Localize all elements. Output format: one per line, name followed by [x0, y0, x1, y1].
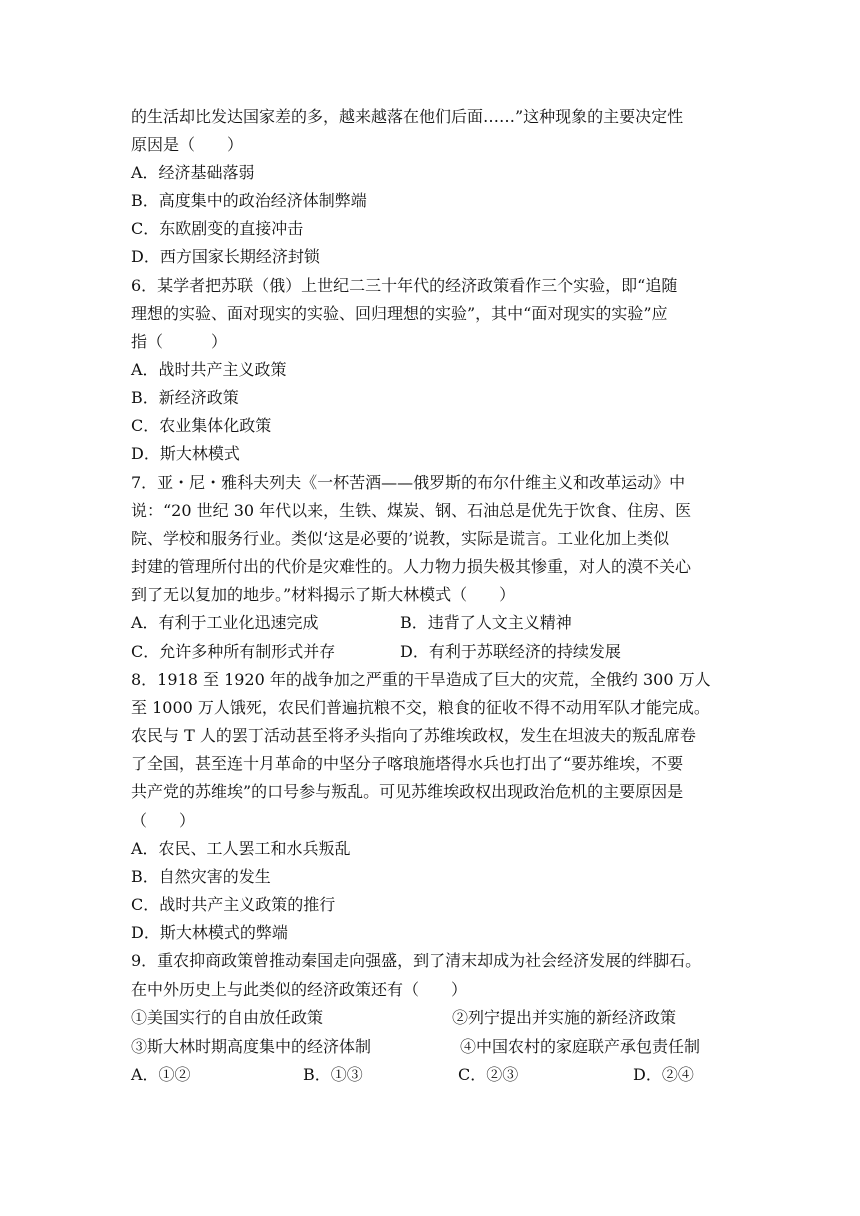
q7-option-b: B．违背了人文主义精神: [400, 613, 572, 632]
q9-stem-line-2: 在中外历史上与此类似的经济政策还有（ ）: [131, 980, 468, 999]
q5-option-b: B．高度集中的政治经济体制弊端: [131, 191, 367, 210]
q6-option-d: D．斯大林模式: [131, 444, 240, 463]
q8-stem-line-2: 至 1000 万人饿死，农民们普遍抗粮不交，粮食的征收不得不动用军队才能完成。: [131, 698, 710, 717]
q8-stem-line-5: 共产党的苏维埃”的口号参与叛乱。可见苏维埃政权出现政治危机的主要原因是: [131, 782, 684, 801]
q7-stem-line-4: 封建的管理所付出的代价是灾难性的。人力物力损失极其惨重，对人的漠不关心: [131, 557, 692, 576]
q9-stem-line-1: 9．重农抑商政策曾推动秦国走向强盛，到了清末却成为社会经济发展的绊脚石。: [131, 951, 702, 970]
q5-stem-line-2: 原因是（ ）: [131, 135, 244, 154]
q8-stem-line-3: 农民与 T 人的罢丁活动甚至将矛头指向了苏维埃政权，发生在坦波夫的叛乱席卷: [131, 726, 696, 745]
q5-stem-line-1: 的生活却比发达国家差的多，越来越落在他们后面……”这种现象的主要决定性: [131, 107, 684, 126]
q9-option-b: B．①③: [303, 1065, 363, 1084]
q8-stem-line-6: （ ）: [131, 811, 196, 830]
q6-stem-line-3: 指（ ）: [131, 332, 228, 351]
q9-item-2: ②列宁提出并实施的新经济政策: [452, 1008, 677, 1027]
q8-option-d: D．斯大林模式的弊端: [131, 923, 288, 942]
q7-option-c: C．允许多种所有制形式并存: [131, 642, 336, 661]
q7-stem-line-3: 院、学校和服务行业。类似‘这是必要的’说教，实际是谎言。工业化加上类似: [131, 529, 670, 548]
q6-option-c: C．农业集体化政策: [131, 416, 272, 435]
q7-stem-line-5: 到了无以复加的地步。”材料揭示了斯大林模式（ ）: [131, 585, 516, 604]
q9-option-c: C．②③: [458, 1065, 519, 1084]
q7-stem-line-2: 说：“20 世纪 30 年代以来，生铁、煤炭、钢、石油总是优先于饮食、住房、医: [131, 501, 692, 520]
q7-option-a: A．有利于工业化迅速完成: [131, 613, 319, 632]
q9-option-d: D．②④: [633, 1065, 694, 1084]
q8-option-b: B．自然灾害的发生: [131, 867, 271, 886]
q6-stem-line-1: 6．某学者把苏联（俄）上世纪二三十年代的经济政策看作三个实验，即“追随: [131, 276, 678, 295]
q7-option-d: D．有利于苏联经济的持续发展: [400, 642, 621, 661]
q9-option-a: A．①②: [131, 1065, 191, 1084]
q8-option-a: A．农民、工人罢工和水兵叛乱: [131, 839, 351, 858]
q5-option-a: A．经济基础落弱: [131, 163, 255, 182]
q9-item-4: ④中国农村的家庭联产承包责任制: [460, 1037, 701, 1056]
q9-item-3: ③斯大林时期高度集中的经济体制: [131, 1037, 372, 1056]
q6-stem-line-2: 理想的实验、面对现实的实验、回归理想的实验”，其中“面对现实的实验”应: [131, 304, 668, 323]
q7-stem-line-1: 7．亚・尼・雅科夫列夫《一杯苦酒——俄罗斯的布尔什维主义和改革运动》中: [131, 473, 686, 492]
q6-option-b: B．新经济政策: [131, 388, 239, 407]
q6-option-a: A．战时共产主义政策: [131, 360, 287, 379]
q5-option-d: D．西方国家长期经济封锁: [131, 247, 320, 266]
q8-stem-line-1: 8．1918 至 1920 年的战争加之严重的干旱造成了巨大的灾荒，全俄约 300 万人: [131, 670, 711, 689]
q9-item-1: ①美国实行的自由放任政策: [131, 1008, 324, 1027]
q8-option-c: C．战时共产主义政策的推行: [131, 895, 336, 914]
q8-stem-line-4: 了全国，甚至连十月革命的中坚分子喀琅施塔得水兵也打出了“要苏维埃，不要: [131, 754, 684, 773]
q5-option-c: C．东欧剧变的直接冲击: [131, 219, 304, 238]
